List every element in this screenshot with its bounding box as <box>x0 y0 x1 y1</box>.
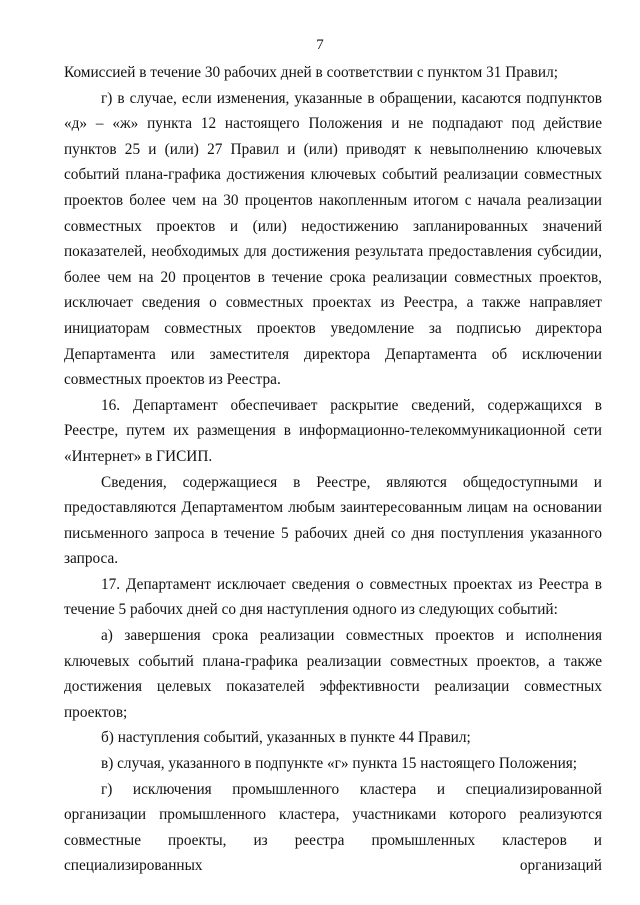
paragraph-subitem-a: а) завершения срока реализации совместных проектов и исполнения ключевых событий плана-графика реализации совместных проектов, а также достижения целевых показателей эффективности реализации совместных проектов; <box>64 627 602 721</box>
document-body <box>64 60 602 879</box>
paragraph-registry-info: Сведения, содержащиеся в Реестре, являются общедоступными и предоставляются Департаментом любым заинтересованным лицам на основании письменного запроса в течение 5 рабочих дней со дня поступления указанного запроса. <box>64 473 602 568</box>
paragraph-subitem-g-exclusion: г) исключения промышленного кластера и специализированной организации промышленного кластера, участниками которого реализуются совместные проекты, из реестра промышленных кластеров и специализированных организаций <box>64 780 602 875</box>
paragraph-item-17: 17. Департамент исключает сведения о совместных проектах из Реестра в течение 5 рабочих дней со дня наступления одного из следующих событий: <box>64 575 602 619</box>
paragraph-subitem-g: г) в случае, если изменения, указанные в обращении, касаются подпунктов «д» – «ж» пункта 12 настоящего Положения и не подпадают под действие пунктов 25 и (или) 27 Правил и (или) приводят к невыполнению ключевых событий плана-графика достижения ключевых событий реализации совместных проектов более чем на 30 процентов накопленным итогом с начала реализации совместных проектов и (или) недостижению запланированных значений показателей, необходимых для достижения результата предоставления субсидии, более чем на 20 процентов в течение срока реализации совместных проектов, исключает сведения о совместных проектах из Реестра, а также направляет инициаторам совместных проектов уведомление за подписью директора Департамента или заместителя директора Департамента об исключении совместных проектов из Реестра. <box>64 89 602 389</box>
paragraph-continuation: Комиссией в течение 30 рабочих дней в соответствии с пунктом 31 Правил; <box>64 64 558 81</box>
page-number: 7 <box>316 37 324 53</box>
paragraph-subitem-v: в) случая, указанного в подпункте «г» пункта 15 настоящего Положения; <box>101 755 578 773</box>
paragraph-item-16: 16. Департамент обеспечивает раскрытие сведений, содержащихся в Реестре, путем их размещения в информационно-телекоммуникационной сети «Интернет» в ГИСИП. <box>64 396 602 465</box>
paragraph-subitem-b: б) наступления событий, указанных в пункте 44 Правил; <box>101 729 471 747</box>
